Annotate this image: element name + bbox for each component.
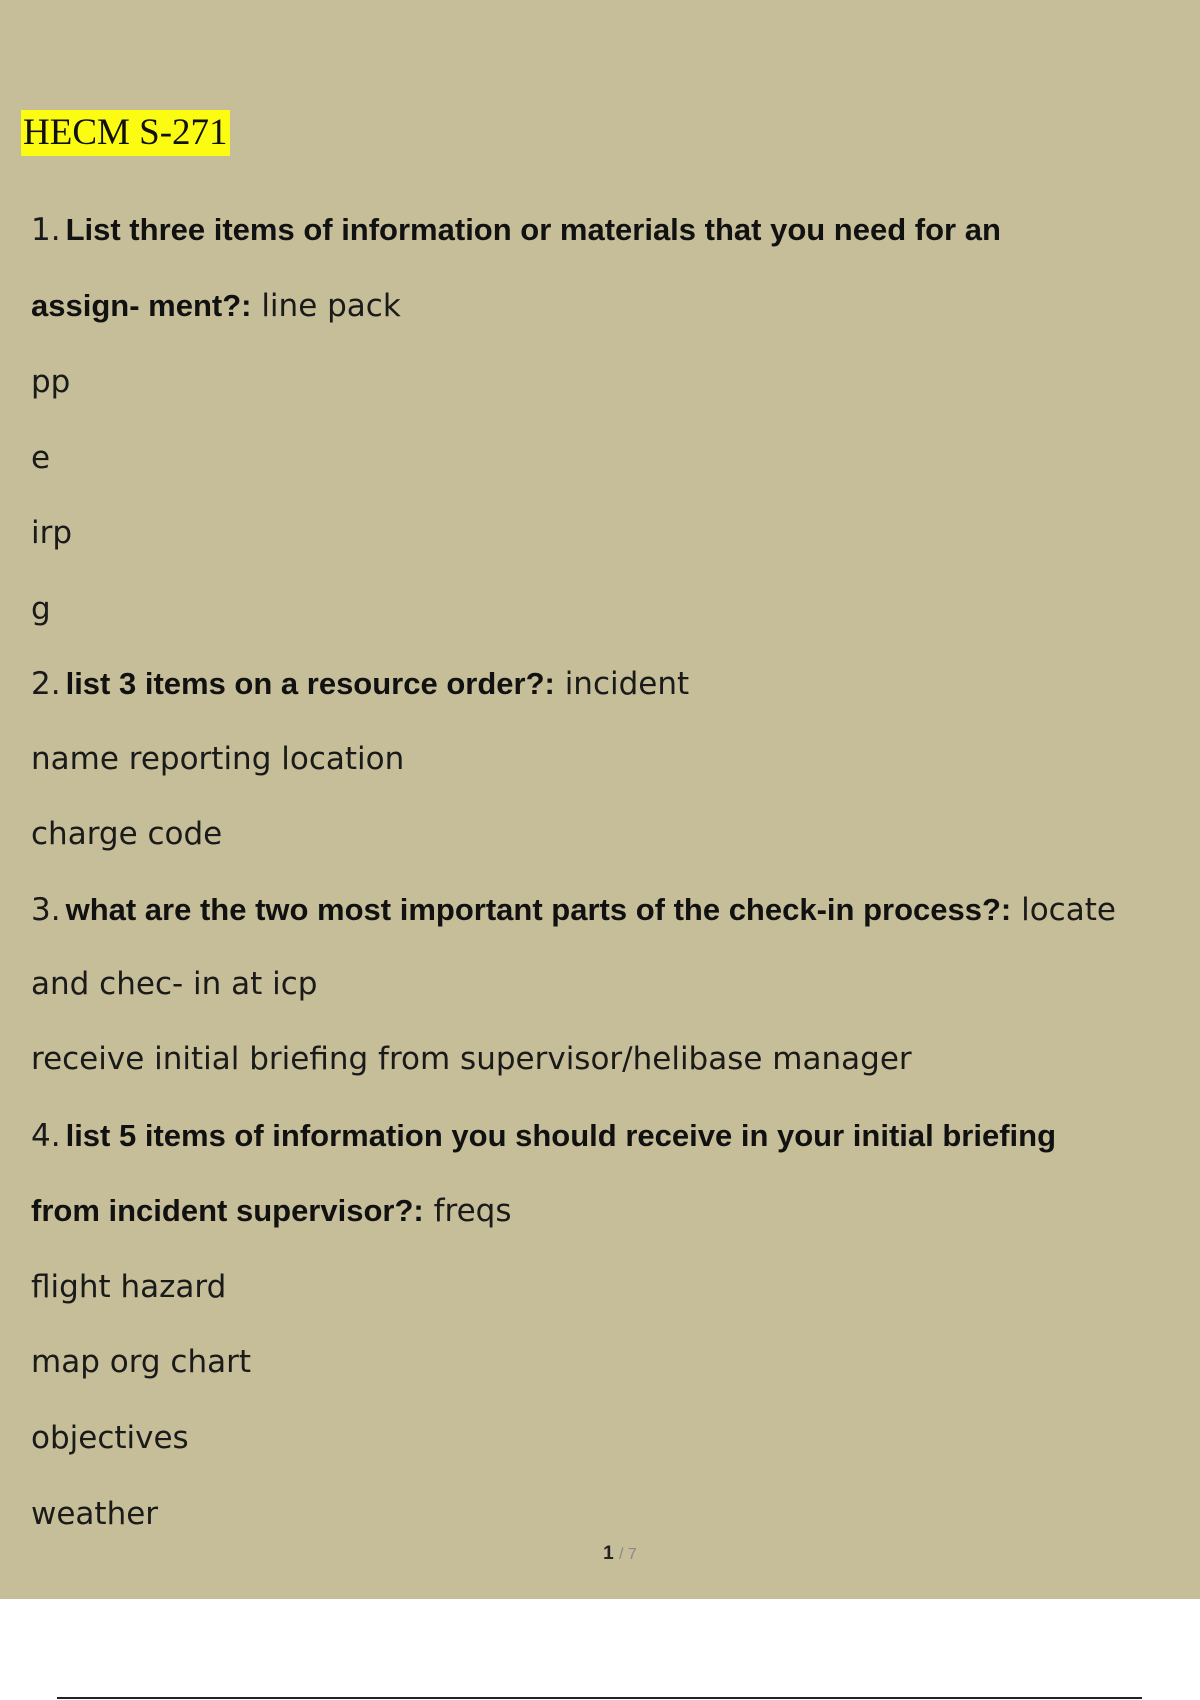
answer-text: incident	[554, 666, 690, 702]
answer-line: e	[31, 440, 51, 476]
question-text: assign- ment?:	[31, 288, 252, 323]
answer-line: pp	[31, 364, 71, 400]
page-divider	[57, 1697, 1142, 1699]
question-4-line-2	[31, 1191, 511, 1231]
answer-line: objectives	[31, 1420, 189, 1456]
page-indicator	[0, 1543, 1200, 1565]
answer-line: name reporting location	[31, 741, 405, 777]
answer-text: freqs	[423, 1193, 512, 1229]
answer-line: and chec- in at icp	[31, 966, 318, 1002]
document-title: HECM S-271	[21, 110, 230, 156]
question-text: list 5 items of information you should receive in your initial briefing	[65, 1118, 1057, 1153]
question-1-line-1	[31, 210, 1001, 250]
question-number: 2.	[31, 666, 61, 702]
question-number: 1.	[31, 212, 61, 248]
page-current: 1	[603, 1543, 614, 1564]
answer-line: map org chart	[31, 1344, 252, 1380]
question-1-line-2	[31, 286, 401, 326]
question-number: 4.	[31, 1118, 61, 1154]
question-number: 3.	[31, 892, 61, 928]
question-text: from incident supervisor?:	[31, 1193, 424, 1228]
answer-text: line pack	[251, 288, 401, 324]
question-text: List three items of information or materials that you need for an	[65, 212, 1001, 247]
page-total: / 7	[619, 1546, 637, 1563]
answer-line: receive initial briefing from supervisor/helibase manager	[31, 1041, 912, 1077]
answer-line: irp	[31, 515, 73, 551]
question-4-line-1	[31, 1116, 1056, 1156]
answer-line: charge code	[31, 816, 223, 852]
question-text: what are the two most important parts of the check-in process?:	[65, 892, 1012, 927]
question-text: list 3 items on a resource order?:	[65, 666, 555, 701]
question-2-line-1	[31, 664, 689, 704]
answer-line: weather	[31, 1496, 159, 1532]
answer-line: flight hazard	[31, 1269, 227, 1305]
answer-line: g	[31, 591, 51, 627]
answer-text: locate	[1011, 892, 1116, 928]
question-3-line-1	[31, 890, 1116, 930]
